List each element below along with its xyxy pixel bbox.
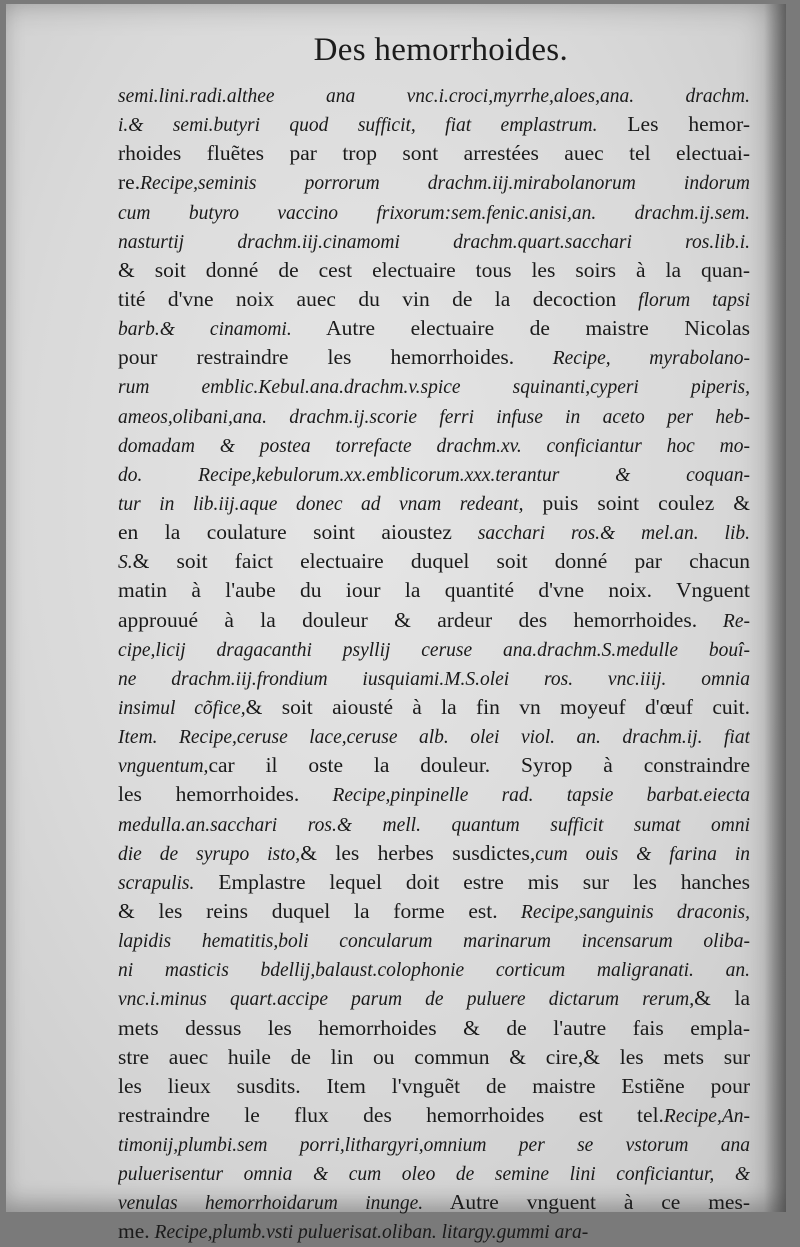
latin-text: Recipe,plumb.vsti puluerisat.oliban. litargy.gummi ara-: [149, 1222, 589, 1244]
text-line: [118, 693, 750, 722]
french-text: restraindre le flux des hemorrhoides est tel.: [118, 1102, 664, 1127]
text-line: [118, 1072, 750, 1101]
text-line: [118, 547, 750, 576]
latin-text: vnguentum,: [118, 756, 209, 778]
latin-text: die de syrupo isto,: [118, 843, 301, 865]
latin-text: rum emblic.Kebul.ana.drachm.v.spice squinanti,cyperi piperis,: [118, 377, 750, 399]
text-line: [118, 1159, 750, 1188]
running-header: Des hemorrhoides.: [313, 32, 568, 68]
french-text: & la: [694, 986, 750, 1011]
text-line: [118, 576, 750, 605]
text-line: [118, 926, 750, 955]
latin-text: lapidis hematitis,boli concularum marinarum incensarum oliba-: [118, 931, 750, 953]
text-line: [118, 314, 750, 343]
text-line: [118, 139, 750, 168]
french-text: mets dessus les hemorrhoides & de l'autre fais empla-: [118, 1015, 750, 1040]
french-text: & soit faict electuaire duquel soit donné par chacun: [132, 549, 750, 574]
text-line: [118, 518, 750, 547]
latin-text: nasturtij drachm.iij.cinamomi drachm.quart.sacchari ros.lib.i.: [118, 231, 750, 253]
latin-text: cipe,licij dragacanthi psyllij ceruse ana.drachm.S.medulle bouî-: [118, 639, 750, 661]
french-text: les lieux susdits. Item l'vnguẽt de maistre Estiẽne pour: [118, 1073, 750, 1098]
text-line: [118, 198, 750, 227]
french-text: stre auec huile de lin ou commun & cire,& les mets sur: [118, 1044, 750, 1069]
text-line: [118, 810, 750, 839]
text-line: [118, 839, 750, 868]
text-line: [118, 1101, 750, 1130]
text-line: [118, 227, 750, 256]
page-body-text: [118, 81, 750, 1247]
french-text: en la coulature soint aioustez: [118, 520, 452, 545]
text-line: [118, 372, 750, 401]
latin-text: S.: [118, 552, 133, 574]
latin-text: scrapulis.: [118, 872, 195, 894]
french-text: & soit aiousté à la fin vn moyeuf d'œuf cuit.: [245, 694, 750, 719]
text-line: [118, 751, 750, 780]
french-text: tité d'vne noix auec du vin de la decoction: [118, 286, 617, 311]
text-line: [118, 955, 750, 984]
french-text: les hemorrhoides.: [118, 782, 300, 807]
text-line: [118, 1130, 750, 1159]
french-text: puis soint coulez &: [523, 490, 750, 515]
french-text: & les herbes susdictes,: [300, 840, 536, 865]
latin-text: semi.lini.radi.althee ana vnc.i.croci,myrrhe,aloes,ana. drachm.: [118, 86, 750, 107]
latin-text: insimul cõfice,: [118, 697, 246, 719]
text-line: [118, 780, 750, 809]
text-line: [118, 110, 750, 139]
text-line: [118, 1014, 750, 1043]
latin-text: ne drachm.iij.frondium iusquiami.M.S.olei ros. vnc.iiij. omnia: [118, 668, 750, 690]
text-line: [118, 664, 750, 693]
page-gutter-shadow: [764, 4, 786, 1212]
text-line: [118, 343, 750, 372]
french-text: & les reins duquel la forme est.: [118, 898, 498, 923]
text-line: [118, 402, 750, 431]
french-text: car il oste la douleur. Syrop à constraindre: [208, 753, 750, 778]
text-line: [118, 868, 750, 897]
french-text: Autre electuaire de maistre Nicolas: [291, 316, 750, 341]
latin-text: tur in lib.iij.aque donec ad vnam redeant,: [118, 493, 524, 515]
latin-text: florum tapsi: [616, 289, 750, 311]
latin-text: cum ouis & farina in: [535, 843, 750, 865]
french-text: Les hemor-: [597, 112, 750, 137]
latin-text: Recipe,An-: [663, 1105, 750, 1127]
french-text: Emplastre lequel doit estre mis sur les hanches: [194, 869, 750, 894]
book-page: [6, 4, 786, 1244]
text-line: [118, 984, 750, 1013]
text-line: [118, 897, 750, 926]
latin-text: Re-: [697, 610, 750, 632]
latin-text: ni masticis bdellij,balaust.colophonie corticum maligranati. an.: [118, 960, 750, 982]
text-line: [118, 635, 750, 664]
french-text: & soit donné de cest electuaire tous les soirs à la quan-: [118, 257, 750, 282]
text-line: [118, 460, 750, 489]
latin-text: Recipe,pinpinelle rad. tapsie barbat.eiecta: [299, 785, 750, 807]
text-line: [118, 606, 750, 635]
latin-text: domadam & postea torrefacte drachm.xv. conficiantur hoc mo-: [118, 435, 750, 457]
latin-text: puluerisentur omnia & cum oleo de semine lini conficiantur, &: [118, 1164, 750, 1186]
text-line: [118, 81, 750, 110]
latin-text: i.& semi.butyri quod sufficit, fiat emplastrum.: [118, 115, 598, 137]
french-text: me.: [118, 1219, 150, 1244]
text-line: [118, 285, 750, 314]
text-line: [118, 168, 750, 197]
latin-text: sacchari ros.& mel.an. lib.: [451, 523, 750, 545]
latin-text: Recipe,seminis porrorum drachm.iij.mirabolanorum indorum: [140, 173, 750, 195]
text-line: [118, 489, 750, 518]
text-line: [118, 431, 750, 460]
latin-text: cum butyro vaccino frixorum:sem.fenic.anisi,an. drachm.ij.sem.: [118, 202, 750, 224]
latin-text: timonij,plumbi.sem porri,lithargyri,omnium per se vstorum ana: [118, 1135, 750, 1157]
french-text: rhoides fluẽtes par trop sont arrestées auec tel electuai-: [118, 141, 750, 166]
latin-text: venulas hemorrhoidarum inunge.: [118, 1193, 424, 1215]
latin-text: vnc.i.minus quart.accipe parum de puluere dictarum rerum,: [118, 989, 695, 1011]
latin-text: ameos,olibani,ana. drachm.ij.scorie ferri infuse in aceto per heb-: [118, 406, 750, 428]
latin-text: barb.& cinamomi.: [118, 319, 292, 341]
french-text: re.: [118, 170, 141, 195]
latin-text: Recipe, myrabolano-: [514, 348, 750, 370]
latin-text: medulla.an.sacchari ros.& mell. quantum sufficit sumat omni: [118, 814, 750, 836]
french-text: approuué à la douleur & ardeur des hemorrhoides.: [118, 607, 698, 632]
latin-text: do. Recipe,kebulorum.xx.emblicorum.xxx.terantur & coquan-: [118, 464, 750, 486]
text-line: [118, 1043, 750, 1072]
text-line: [118, 1217, 750, 1246]
latin-text: Recipe,sanguinis draconis,: [497, 901, 750, 923]
text-line: [118, 256, 750, 285]
latin-text: Item. Recipe,ceruse lace,ceruse alb. olei viol. an. drachm.ij. fiat: [118, 727, 750, 749]
french-text: matin à l'aube du iour la quantité d'vne noix. Vnguent: [118, 578, 750, 603]
french-text: pour restraindre les hemorrhoides.: [118, 345, 515, 370]
text-line: [118, 722, 750, 751]
french-text: Autre vnguent à ce mes-: [423, 1190, 750, 1215]
text-line: [118, 1188, 750, 1217]
